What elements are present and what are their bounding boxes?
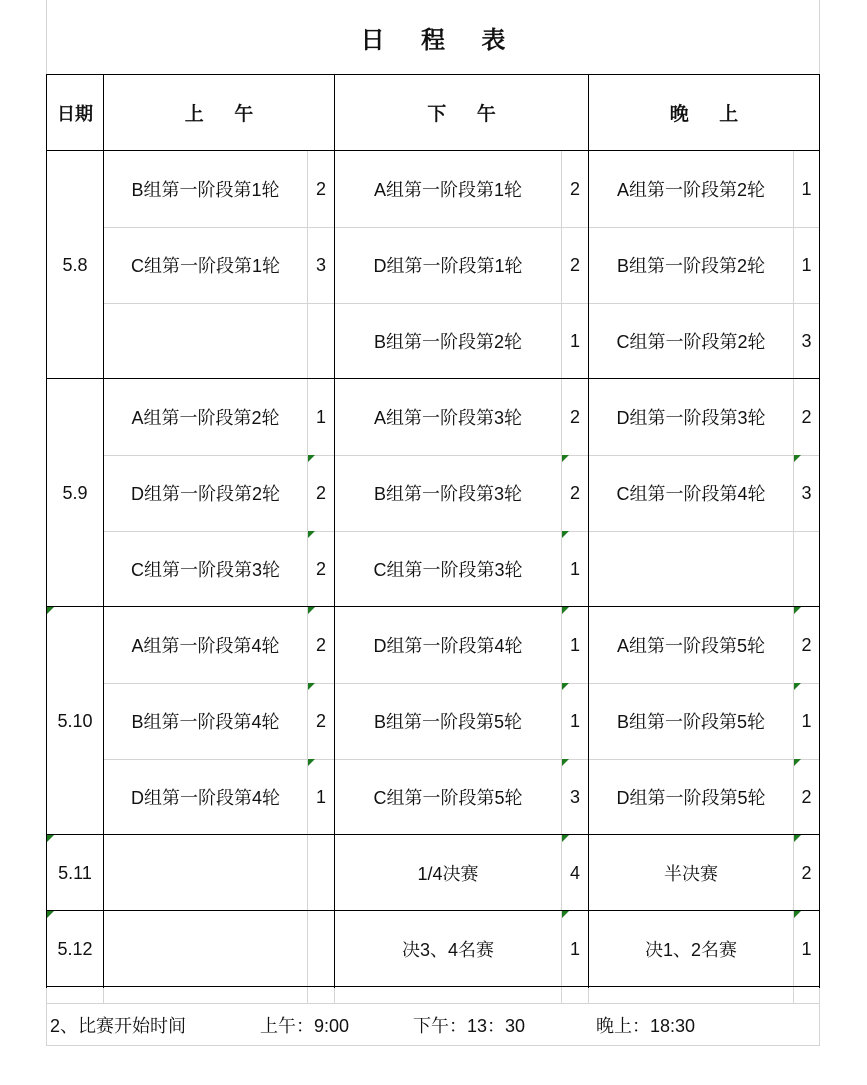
match-count — [308, 303, 334, 379]
comment-marker-icon — [794, 683, 801, 690]
comment-marker-icon — [562, 835, 569, 842]
footer-morning-time: 上午：9:00 — [260, 1015, 350, 1036]
date-cell: 5.10 — [57, 710, 93, 731]
grid-line — [103, 74, 104, 988]
match-count: 3 — [801, 482, 812, 503]
grid-line — [819, 74, 820, 988]
match-cell: B组第一阶段第4轮 — [131, 712, 280, 732]
comment-marker-icon — [308, 759, 315, 766]
match-count: 3 — [569, 786, 580, 807]
match-count: 1 — [315, 406, 326, 427]
comment-marker-icon — [308, 683, 315, 690]
match-cell: D组第一阶段第1轮 — [373, 256, 523, 276]
match-cell: C组第一阶段第5轮 — [373, 788, 523, 808]
grid-line — [46, 986, 820, 987]
grid-line — [561, 607, 562, 835]
header-morning: 上 午 — [184, 103, 266, 125]
match-count: 2 — [569, 482, 580, 503]
grid-line — [561, 379, 562, 607]
match-cell: B组第一阶段第3轮 — [373, 484, 523, 504]
match-cell — [589, 531, 793, 607]
comment-marker-icon — [562, 683, 569, 690]
match-cell: B组第一阶段第5轮 — [616, 712, 766, 732]
match-cell: B组第一阶段第2轮 — [373, 332, 523, 352]
match-count: 2 — [315, 178, 326, 199]
comment-marker-icon — [47, 911, 54, 918]
match-cell — [104, 835, 307, 911]
grid-line — [46, 74, 820, 75]
match-cell: 决3、4名赛 — [401, 940, 495, 960]
comment-marker-icon — [308, 531, 315, 538]
comment-marker-icon — [794, 759, 801, 766]
match-count: 2 — [315, 710, 326, 731]
match-count — [308, 911, 334, 987]
page-title: 日 程 表 — [360, 24, 520, 54]
grid-line — [104, 683, 819, 684]
comment-marker-icon — [794, 835, 801, 842]
match-cell: C组第一阶段第4轮 — [616, 484, 766, 504]
match-count: 2 — [315, 558, 326, 579]
match-cell: D组第一阶段第5轮 — [616, 788, 766, 808]
match-cell: B组第一阶段第5轮 — [373, 712, 523, 732]
match-count: 2 — [315, 482, 326, 503]
match-cell: A组第一阶段第3轮 — [373, 408, 523, 428]
match-count: 1 — [569, 710, 580, 731]
grid-line — [46, 74, 47, 988]
match-count: 2 — [569, 178, 580, 199]
grid-line — [307, 151, 308, 379]
comment-marker-icon — [794, 455, 801, 462]
grid-line — [104, 531, 819, 532]
match-count: 1 — [801, 938, 812, 959]
match-cell: B组第一阶段第2轮 — [616, 256, 766, 276]
grid-line — [561, 911, 562, 987]
header-date: 日期 — [57, 103, 93, 125]
match-cell: A组第一阶段第2轮 — [616, 180, 766, 200]
match-cell: D组第一阶段第4轮 — [373, 636, 523, 656]
grid-line — [307, 911, 308, 987]
grid-line — [104, 455, 819, 456]
grid-line — [793, 379, 794, 607]
comment-marker-icon — [562, 911, 569, 918]
grid-line — [46, 606, 820, 607]
grid-line — [307, 607, 308, 835]
footer-afternoon-time: 下午：13：30 — [413, 1015, 526, 1036]
date-cell: 5.12 — [57, 938, 93, 959]
comment-marker-icon — [562, 531, 569, 538]
comment-marker-icon — [562, 759, 569, 766]
match-cell: A组第一阶段第2轮 — [131, 408, 280, 428]
match-cell: A组第一阶段第4轮 — [131, 636, 280, 656]
match-count: 3 — [315, 254, 326, 275]
grid-line — [46, 834, 820, 835]
match-cell: 1/4决赛 — [417, 864, 479, 884]
match-count: 4 — [569, 862, 580, 883]
match-count: 1 — [569, 330, 580, 351]
match-cell: 决1、2名赛 — [644, 940, 738, 960]
match-count: 2 — [801, 406, 812, 427]
grid-line — [46, 378, 820, 379]
grid-line — [104, 227, 819, 228]
header-evening: 晚 上 — [669, 103, 751, 125]
grid-line — [561, 835, 562, 911]
match-cell: D组第一阶段第2轮 — [130, 484, 280, 504]
footer-note: 2、比赛开始时间 — [50, 1015, 187, 1036]
match-cell: C组第一阶段第2轮 — [616, 332, 766, 352]
comment-marker-icon — [562, 607, 569, 614]
grid-line — [793, 151, 794, 379]
match-count: 2 — [569, 254, 580, 275]
match-count: 1 — [569, 558, 580, 579]
grid-line — [588, 74, 589, 988]
footer-evening-time: 晚上：18:30 — [596, 1015, 696, 1036]
comment-marker-icon — [308, 455, 315, 462]
grid-line — [793, 607, 794, 835]
comment-marker-icon — [794, 911, 801, 918]
match-cell — [104, 911, 307, 987]
match-cell: C组第一阶段第1轮 — [130, 256, 280, 276]
match-count: 2 — [801, 786, 812, 807]
header-afternoon: 下 午 — [427, 103, 508, 125]
match-count: 1 — [801, 254, 812, 275]
match-count: 1 — [801, 178, 812, 199]
match-count: 1 — [569, 634, 580, 655]
grid-line — [46, 150, 820, 151]
match-count — [794, 531, 819, 607]
date-cell: 5.8 — [62, 254, 88, 275]
grid-line — [334, 74, 335, 988]
match-count: 2 — [569, 406, 580, 427]
comment-marker-icon — [47, 835, 54, 842]
grid-line — [46, 910, 820, 911]
match-cell: A组第一阶段第5轮 — [616, 636, 766, 656]
grid-line — [793, 911, 794, 987]
grid-line — [307, 835, 308, 911]
grid-line — [104, 303, 819, 304]
comment-marker-icon — [47, 607, 54, 614]
comment-marker-icon — [562, 455, 569, 462]
date-cell: 5.11 — [58, 862, 92, 883]
match-cell: C组第一阶段第3轮 — [130, 560, 280, 580]
match-cell: B组第一阶段第1轮 — [131, 180, 280, 200]
grid-line — [307, 379, 308, 607]
comment-marker-icon — [308, 607, 315, 614]
match-cell: C组第一阶段第3轮 — [373, 560, 523, 580]
match-count — [308, 835, 334, 911]
match-count: 1 — [569, 938, 580, 959]
match-cell — [104, 303, 307, 379]
match-count: 2 — [315, 634, 326, 655]
comment-marker-icon — [794, 607, 801, 614]
match-count: 1 — [315, 786, 326, 807]
match-count: 1 — [801, 710, 812, 731]
match-count: 2 — [801, 634, 812, 655]
grid-line — [561, 151, 562, 379]
match-count: 2 — [801, 862, 812, 883]
grid-line — [793, 835, 794, 911]
match-cell: D组第一阶段第4轮 — [130, 788, 280, 808]
match-cell: A组第一阶段第1轮 — [373, 180, 523, 200]
match-cell: 半决赛 — [664, 864, 718, 884]
match-count: 3 — [801, 330, 812, 351]
date-cell: 5.9 — [62, 482, 88, 503]
grid-line — [104, 759, 819, 760]
match-cell: D组第一阶段第3轮 — [616, 408, 766, 428]
